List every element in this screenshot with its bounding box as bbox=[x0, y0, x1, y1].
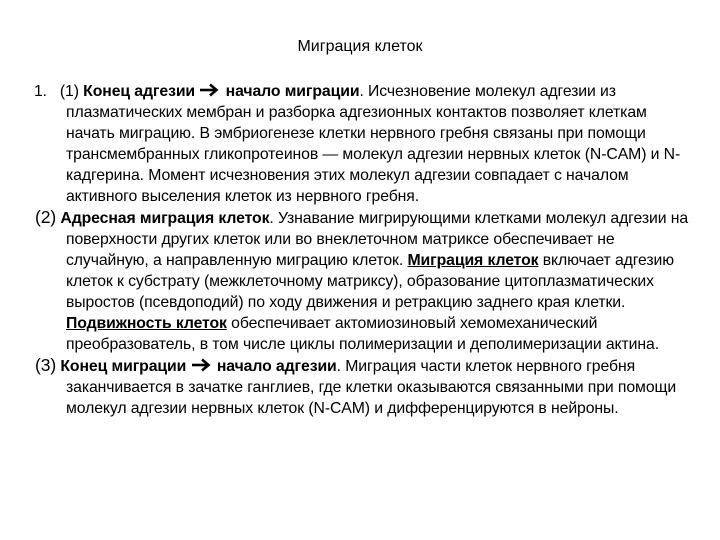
paragraph-2-text-1: . Узнавание мигрирующими клетками молекул адгезии на поверхности других клеток или во внеклеточном матриксе обеспечивает не случайную, а направленную миграцию клеток. bbox=[66, 210, 689, 269]
paragraph-1 bbox=[34, 81, 696, 207]
list-marker: 1. bbox=[34, 83, 47, 100]
slide-title: Миграция клеток bbox=[297, 38, 423, 55]
right-arrow-icon bbox=[199, 83, 221, 97]
paragraph-2 bbox=[34, 207, 696, 355]
paragraph-1-text: . Исчезновение молекул адгезии из плазматических мембран и разборка адгезионных контактов позволяет клеткам начать миграцию. В эмбриогенезе клетки нервного гребня связаны при помощи трансмембранных гликопротеинов — молекул адгезии нервных клеток (N-CAM) и N-кадгерина. Момент исчезновения этих молекул адгезии совпадает с началом активного выселения клеток из нервного гребня. bbox=[66, 83, 681, 205]
paragraph-3-heading-end: начало адгезии bbox=[216, 358, 337, 375]
paragraph-3-number: (3) bbox=[35, 355, 57, 375]
paragraph-1-heading-start: Конец адгезии bbox=[83, 83, 196, 100]
term-cell-motility: Подвижность клеток bbox=[66, 315, 227, 332]
slide-body bbox=[34, 81, 696, 419]
paragraph-2-number: (2) bbox=[35, 207, 57, 227]
paragraph-3 bbox=[34, 355, 696, 419]
paragraph-3-heading-start: Конец миграции bbox=[60, 358, 187, 375]
paragraph-2-heading: Адресная миграция клеток bbox=[60, 210, 270, 227]
paragraph-2-text-3: обеспечивает актомиозиновый хемомеханический преобразователь, в том числе циклы полимеризации и деполимеризации актина. bbox=[66, 315, 659, 353]
term-cell-migration: Миграция клеток bbox=[407, 252, 539, 269]
paragraph-1-heading-end: начало миграции bbox=[225, 83, 360, 100]
paragraph-3-text: . Миграция части клеток нервного гребня заканчивается в зачатке ганглиев, где клетки оказываются связанными при помощи молекул адгезии нервных клеток (N-CAM) и дифференцируются в нейроны. bbox=[66, 358, 677, 417]
paragraph-1-number: (1) bbox=[59, 83, 79, 100]
paragraph-2-text-2: включает адгезию клеток к субстрату (межклеточному матриксу), образование цитоплазматических выростов (псевдоподий) по ходу движения и ретракцию заднего края клетки. bbox=[66, 252, 675, 311]
right-arrow-icon bbox=[191, 358, 213, 372]
